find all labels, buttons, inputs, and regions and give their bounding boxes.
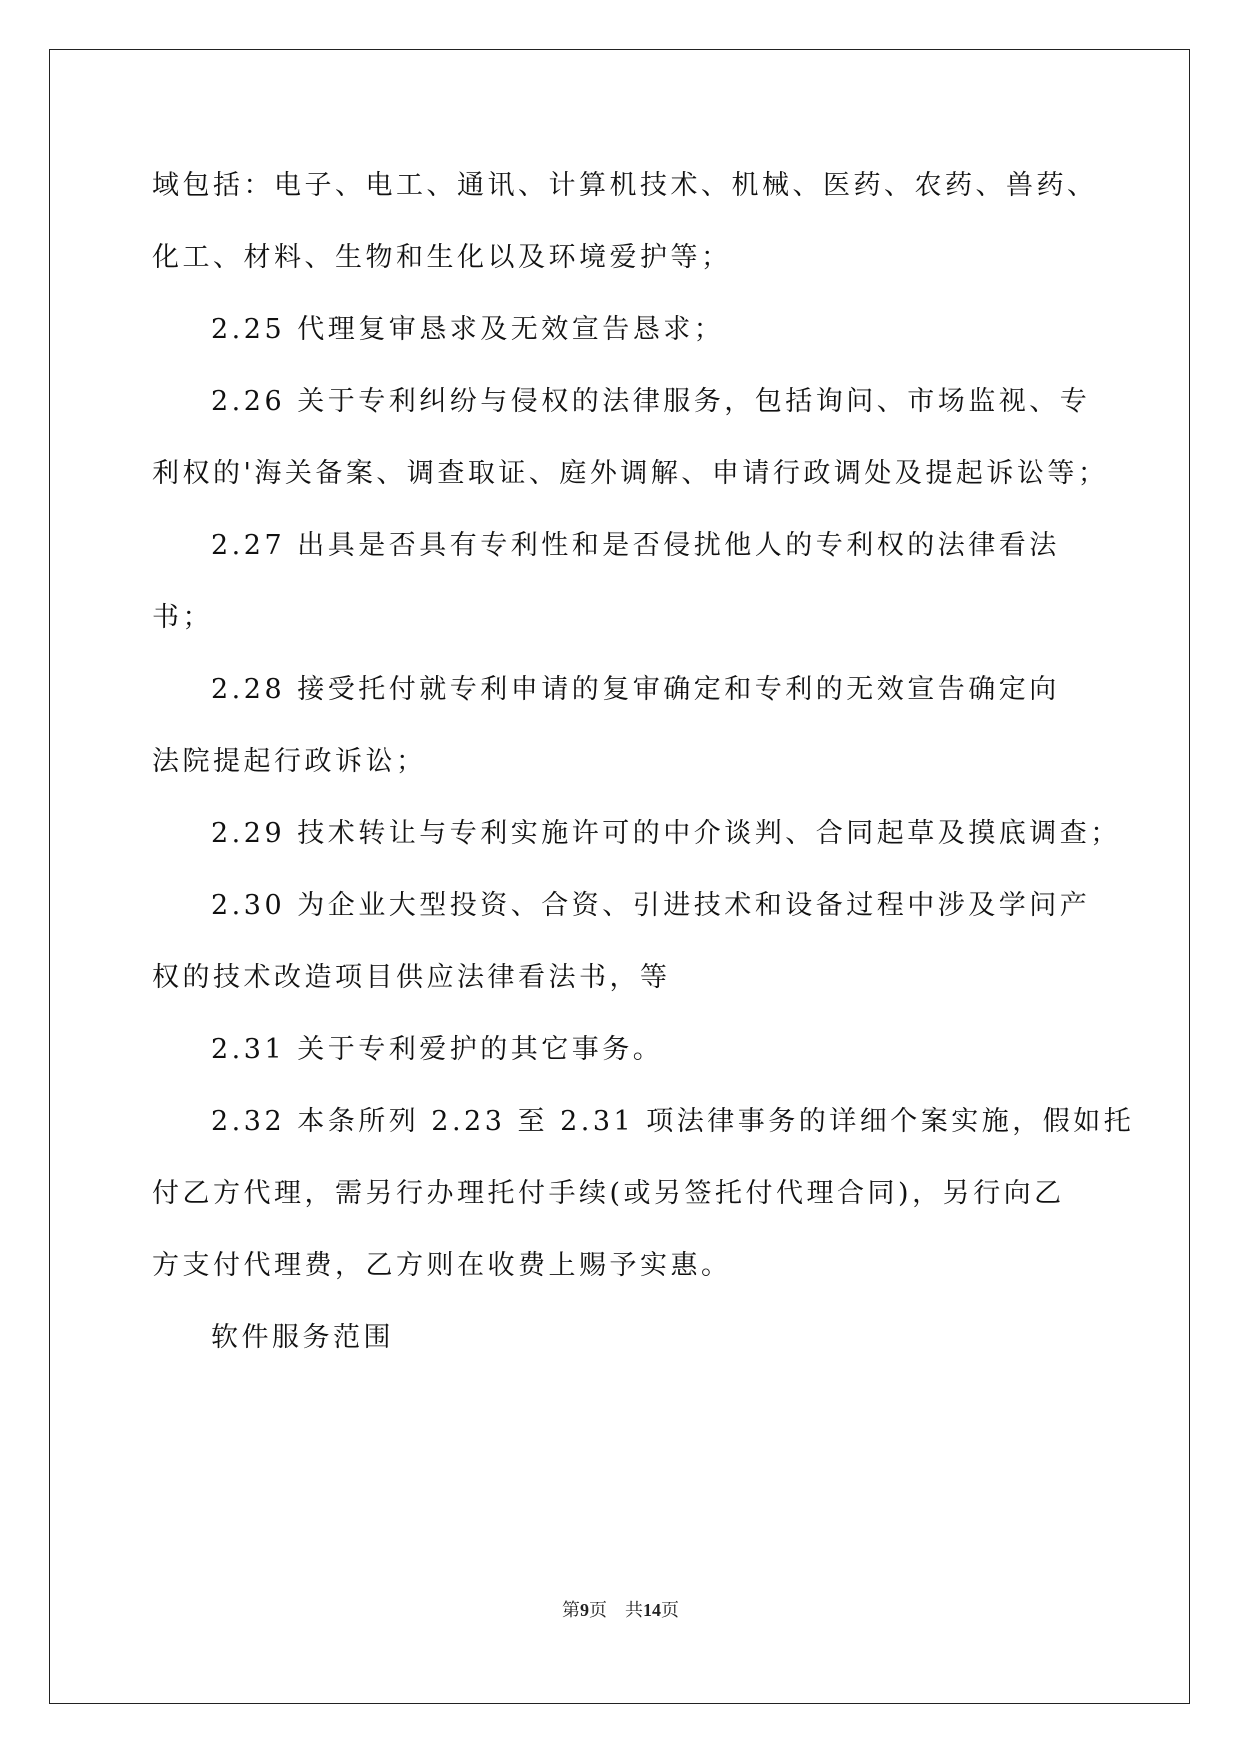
- total-page-count: 14: [643, 1600, 661, 1620]
- text-line: 化工、材料、生物和生化以及环境爱护等；: [152, 242, 732, 273]
- text-line: 付乙方代理，需另行办理托付手续(或另签托付代理合同)，另行向乙: [152, 1178, 1065, 1209]
- text-line: 利权的'海关备案、调查取证、庭外调解、申请行政调处及提起诉讼等；: [152, 458, 1109, 489]
- footer-suffix: 页: [661, 1600, 679, 1620]
- text-line: 2.28 接受托付就专利申请的复审确定和专利的无效宣告确定向: [211, 674, 1060, 705]
- section-heading: 软件服务范围: [211, 1322, 394, 1353]
- page-border: [49, 49, 1190, 1704]
- text-line: 域包括：电子、电工、通讯、计算机技术、机械、医药、农药、兽药、: [152, 170, 1098, 201]
- current-page-number: 9: [580, 1600, 589, 1620]
- footer-middle: 页 共: [589, 1600, 643, 1620]
- text-line: 方支付代理费，乙方则在收费上赐予实惠。: [152, 1250, 732, 1281]
- text-line: 权的技术改造项目供应法律看法书，等: [152, 962, 671, 993]
- text-line: 法院提起行政诉讼；: [152, 746, 427, 777]
- text-line: 2.31 关于专利爱护的其它事务。: [211, 1034, 664, 1065]
- text-line: 2.25 代理复审恳求及无效宣告恳求；: [211, 314, 725, 345]
- text-line: 书；: [152, 602, 213, 633]
- page-footer: [0, 1596, 1241, 1622]
- text-line: 2.30 为企业大型投资、合资、引进技术和设备过程中涉及学问产: [211, 890, 1091, 921]
- footer-prefix: 第: [562, 1600, 580, 1620]
- text-line: 2.27 出具是否具有专利性和是否侵扰他人的专利权的法律看法: [211, 530, 1060, 561]
- text-line: 2.32 本条所列 2.23 至 2.31 项法律事务的详细个案实施，假如托: [211, 1106, 1135, 1137]
- text-line: 2.26 关于专利纠纷与侵权的法律服务，包括询问、市场监视、专: [211, 386, 1091, 417]
- text-line: 2.29 技术转让与专利实施许可的中介谈判、合同起草及摸底调查；: [211, 818, 1121, 849]
